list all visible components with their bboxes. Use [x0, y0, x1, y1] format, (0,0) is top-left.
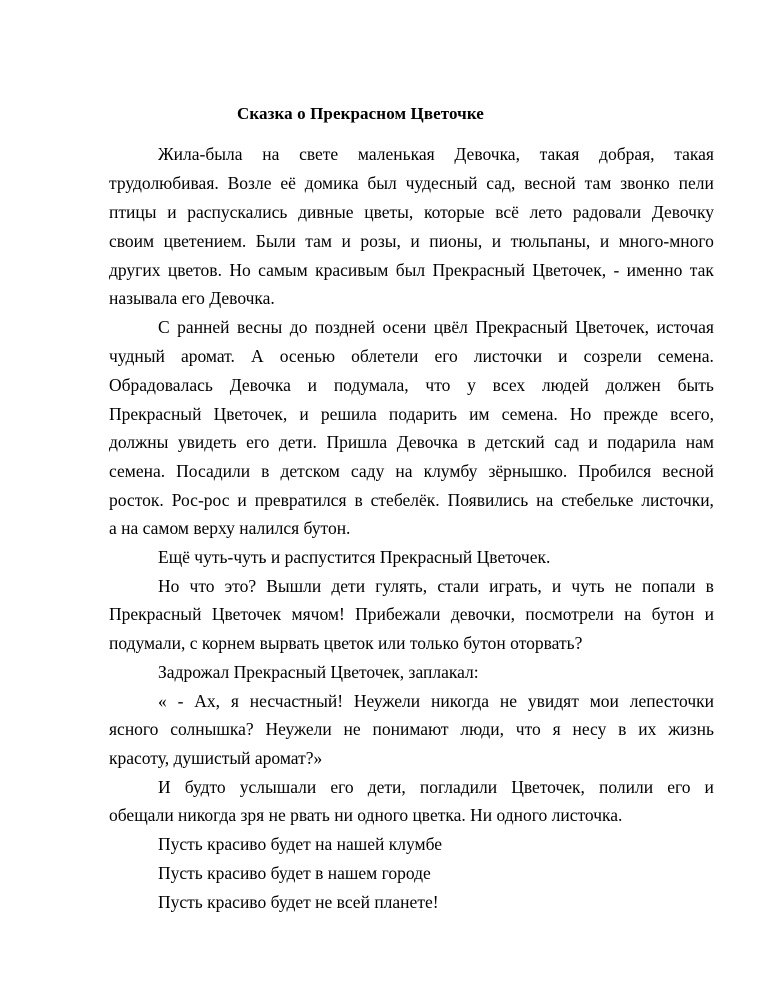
text-line: а на самом верху налился бутон. — [109, 518, 351, 538]
word: Девочку — [651, 202, 714, 222]
word: мячом! — [291, 604, 345, 624]
word: мои — [589, 691, 619, 711]
word: Прекрасный — [109, 404, 202, 424]
word: что — [189, 576, 215, 596]
word: самым — [258, 260, 308, 280]
word: листочки — [473, 346, 543, 366]
word: много-много — [618, 231, 714, 251]
word: радовали — [572, 202, 642, 222]
text-line — [109, 230, 714, 252]
word: Появились — [447, 490, 529, 510]
word: сад, — [486, 173, 516, 193]
word: и — [558, 346, 568, 366]
word: всех — [492, 375, 526, 395]
word: чудесный — [405, 173, 478, 193]
text-line: Пусть красиво будет в нашем городе — [158, 863, 431, 883]
word: там — [584, 173, 612, 193]
word: лето — [529, 202, 563, 222]
word: весной — [662, 461, 714, 481]
word: такая — [674, 144, 714, 164]
word: прежде — [603, 404, 659, 424]
word: и — [491, 231, 502, 251]
word: С — [158, 317, 170, 337]
word: должны — [109, 432, 169, 452]
word: полили — [599, 777, 654, 797]
word: и — [588, 432, 598, 452]
word: и — [410, 231, 420, 251]
word: стебелёк. — [370, 490, 440, 510]
word: осени — [382, 317, 427, 337]
word: его — [330, 777, 354, 797]
text-line: называла его Девочка. — [109, 288, 275, 308]
text-line — [109, 403, 714, 425]
word: Пробился — [578, 461, 652, 481]
word: увидят — [527, 691, 579, 711]
word: им — [469, 404, 490, 424]
word: это? — [224, 576, 257, 596]
word: и — [299, 404, 309, 424]
word: в — [705, 576, 714, 596]
word: Прибежали — [355, 604, 441, 624]
text-line: Пусть красиво будет на нашей клумбе — [158, 834, 443, 854]
word: в — [618, 719, 627, 739]
text-line: красоту, душистый аромат?» — [109, 748, 323, 768]
text-line — [158, 575, 714, 597]
word: Цветочек, — [532, 260, 607, 280]
word: был — [395, 260, 426, 280]
word: чудный — [109, 346, 165, 366]
word: птицы — [109, 202, 157, 222]
word: детском — [280, 461, 340, 481]
word: пионы, — [429, 231, 483, 251]
word: их — [638, 719, 657, 739]
text-line — [109, 460, 714, 482]
text-line — [109, 259, 714, 281]
word: Вышли — [266, 576, 322, 596]
word: Но — [229, 260, 251, 280]
word: тюльпаны, — [510, 231, 591, 251]
word: и — [599, 231, 610, 251]
word: источая — [656, 317, 714, 337]
word: и — [237, 490, 247, 510]
word: других — [109, 260, 161, 280]
word: такая — [539, 144, 580, 164]
text-line: подумали, с корнем вырвать цветок или только бутон оторвать? — [109, 633, 583, 653]
word: которые — [423, 202, 485, 222]
word: и — [704, 604, 714, 624]
word: Были — [255, 231, 296, 251]
word: попали — [642, 576, 696, 596]
word: и — [704, 777, 714, 797]
word: понимают — [372, 719, 449, 739]
word: погладили — [419, 777, 498, 797]
word: его — [434, 346, 458, 366]
word: семена. — [501, 404, 558, 424]
word: и — [307, 375, 318, 395]
word: жизнь — [668, 719, 714, 739]
word: маленькая — [357, 144, 435, 164]
word: семена. — [109, 461, 166, 481]
word: - — [613, 260, 620, 280]
word: солнышка? — [170, 719, 254, 739]
word: что — [425, 375, 451, 395]
word: Возле — [227, 173, 272, 193]
word: девочки, — [450, 604, 516, 624]
word: и — [551, 576, 562, 596]
word: дивные — [298, 202, 354, 222]
word: будто — [184, 777, 226, 797]
word: именно — [626, 260, 683, 280]
word: И — [158, 777, 171, 797]
word: в — [467, 432, 476, 452]
text-line — [109, 718, 714, 740]
word: весны — [237, 317, 283, 337]
word: - — [177, 691, 184, 711]
word: розы, — [360, 231, 401, 251]
word: на — [536, 490, 554, 510]
word: Жила-была — [158, 144, 243, 164]
word: своим — [109, 231, 155, 251]
word: должен — [605, 375, 661, 395]
text-line — [109, 172, 714, 194]
word: Ах, — [194, 691, 221, 711]
word: подумала, — [333, 375, 409, 395]
word: пели — [678, 173, 714, 193]
word: стали — [437, 576, 479, 596]
word: осенью — [279, 346, 336, 366]
word: Прекрасный — [475, 317, 568, 337]
word: не — [614, 576, 632, 596]
word: зёрнышко. — [488, 461, 568, 481]
word: добрая, — [599, 144, 655, 164]
word: гулять, — [375, 576, 428, 596]
word: саду — [350, 461, 385, 481]
word: Прекрасный — [432, 260, 525, 280]
word: был — [367, 173, 397, 193]
word: его — [667, 777, 691, 797]
word: быть — [677, 375, 714, 395]
word: там — [305, 231, 332, 251]
word: и — [167, 202, 177, 222]
text-line — [109, 345, 714, 367]
word: не — [343, 719, 361, 739]
word: Девочка, — [454, 144, 520, 164]
word: сад — [554, 432, 579, 452]
word: Девочка — [396, 432, 458, 452]
word: и — [341, 231, 351, 251]
word: не — [499, 691, 518, 711]
text-line — [158, 143, 714, 165]
word: распускались — [187, 202, 288, 222]
word: играть, — [489, 576, 542, 596]
word: так — [689, 260, 714, 280]
text-line — [109, 374, 714, 396]
word: Посадили — [176, 461, 251, 481]
word: у — [467, 375, 476, 395]
word: Девочка — [229, 375, 291, 395]
word: я — [552, 719, 561, 739]
word: облетели — [351, 346, 419, 366]
word: домика — [304, 173, 359, 193]
word: его — [246, 432, 270, 452]
word: клумбу — [423, 461, 478, 481]
word: несу — [572, 719, 607, 739]
word: чуть — [571, 576, 605, 596]
text-line — [158, 776, 714, 798]
word: Обрадовалась — [109, 375, 213, 395]
word: созрели — [583, 346, 642, 366]
text-line: Пусть красиво будет не всей планете! — [158, 892, 439, 912]
word: Цветочек, — [213, 404, 288, 424]
word: никогда — [430, 691, 490, 711]
word: трудолюбивая. — [109, 173, 219, 193]
word: люди, — [460, 719, 504, 739]
word: цветов. — [167, 260, 222, 280]
word: дети, — [367, 777, 406, 797]
word: до — [289, 317, 308, 337]
document-title: Сказка о Прекрасном Цветочке — [237, 104, 484, 123]
word: увидеть — [177, 432, 237, 452]
text-line: обещали никогда зря не рвать ни одного цветка. Ни одного листочка. — [109, 805, 623, 825]
word: Пришла — [326, 432, 388, 452]
word: решила — [320, 404, 377, 424]
text-line — [109, 431, 714, 453]
word: подарила — [607, 432, 677, 452]
word: Цветочек, — [511, 777, 585, 797]
word: превратился — [254, 490, 347, 510]
word: семена. — [657, 346, 714, 366]
word: её — [280, 173, 296, 193]
word: на — [624, 604, 642, 624]
word: А — [250, 346, 264, 366]
word: нам — [685, 432, 714, 452]
word: Неужели — [265, 719, 332, 739]
word: Рос-рос — [171, 490, 230, 510]
word: Но — [158, 576, 180, 596]
word: дети — [331, 576, 366, 596]
word: на — [395, 461, 413, 481]
word: цветы, — [364, 202, 414, 222]
word: поздней — [314, 317, 376, 337]
text-line — [109, 603, 714, 625]
word: в — [261, 461, 270, 481]
word: листочки, — [641, 490, 714, 510]
word: цвёл — [433, 317, 468, 337]
word: я — [230, 691, 239, 711]
word: « — [158, 691, 167, 711]
word: всё — [495, 202, 519, 222]
word: Неужели — [353, 691, 421, 711]
word: людей — [541, 375, 589, 395]
text-line — [109, 201, 714, 223]
word: что — [515, 719, 541, 739]
word: в — [354, 490, 363, 510]
word: Прекрасный — [109, 604, 202, 624]
word: всего, — [670, 404, 714, 424]
word: несчастный! — [249, 691, 344, 711]
word: дети. — [278, 432, 317, 452]
word: подарить — [388, 404, 457, 424]
word: бутон — [651, 604, 695, 624]
word: стебельке — [561, 490, 634, 510]
word: на — [262, 144, 280, 164]
word: лепесточки — [629, 691, 714, 711]
word: росток. — [109, 490, 164, 510]
word: красивым — [315, 260, 389, 280]
word: Цветочек, — [575, 317, 649, 337]
word: детский — [485, 432, 545, 452]
word: Цветочек — [211, 604, 282, 624]
word: звонко — [620, 173, 670, 193]
word: цветением. — [163, 231, 247, 251]
text-line — [158, 690, 714, 712]
text-line — [158, 316, 714, 338]
word: ранней — [177, 317, 230, 337]
word: аромат. — [180, 346, 235, 366]
word: услышали — [239, 777, 317, 797]
word: свете — [299, 144, 339, 164]
word: Но — [569, 404, 592, 424]
word: ясного — [109, 719, 159, 739]
word: посмотрели — [525, 604, 614, 624]
text-line — [109, 489, 714, 511]
text-line: Ещё чуть-чуть и распустится Прекрасный Цветочек. — [158, 547, 551, 567]
text-line: Задрожал Прекрасный Цветочек, заплакал: — [158, 662, 479, 682]
word: весной — [524, 173, 576, 193]
